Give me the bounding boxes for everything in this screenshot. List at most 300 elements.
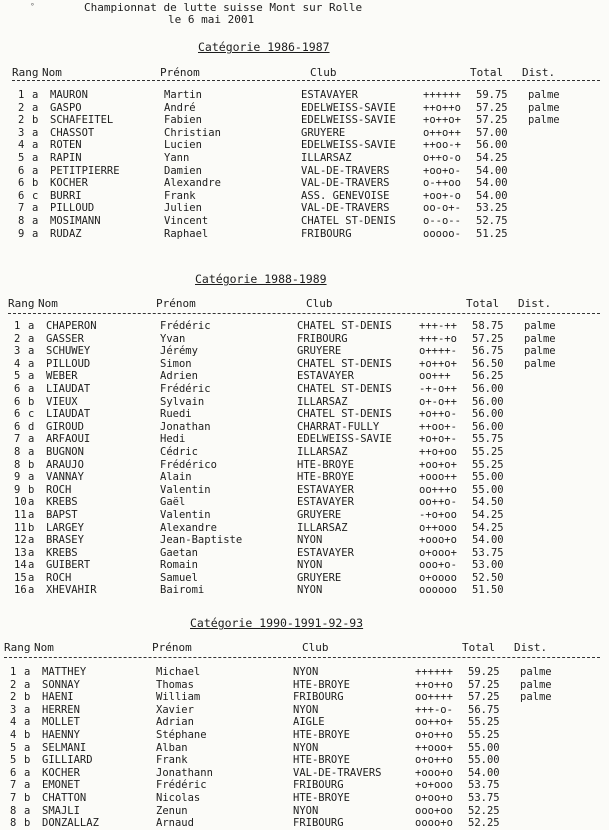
bout-results: oooooo	[419, 584, 457, 597]
total-score: 53.75	[472, 546, 504, 559]
rank-letter: b	[24, 691, 31, 704]
last-name: LARGEY	[46, 521, 84, 534]
total-score: 59.75	[476, 89, 508, 101]
rank-letter: a	[28, 571, 35, 584]
last-name: ARAUJO	[46, 458, 84, 471]
rank-number: 16	[14, 584, 27, 597]
total-score: 56.00	[472, 420, 504, 433]
rank-number: 3	[10, 703, 17, 716]
club-name: VAL-DE-TRAVERS	[301, 164, 390, 177]
last-name: MATTHEY	[42, 666, 87, 678]
bout-results: o+o++o	[415, 754, 453, 767]
rank-number: 6	[14, 420, 21, 433]
last-name: LIAUDAT	[46, 408, 91, 421]
club-name: GRUYERE	[297, 571, 342, 584]
bout-results: ++oo+-	[419, 420, 457, 433]
rank-number: 8	[18, 214, 25, 227]
rank-number: 12	[14, 534, 27, 547]
rank-letter: a	[28, 508, 35, 521]
rank-letter: c	[32, 189, 39, 202]
first-name: Frédéric	[156, 779, 207, 792]
total-score: 55.25	[472, 445, 504, 458]
first-name: Sylvain	[160, 395, 205, 408]
rank-letter: a	[28, 471, 35, 484]
bout-results: +ooo+o	[419, 534, 457, 547]
column-header-rang: Rang	[8, 297, 35, 310]
column-header-nom: Nom	[34, 641, 54, 654]
rank-number: 8	[14, 445, 21, 458]
bout-results: +++-++	[419, 320, 457, 332]
total-score: 56.75	[468, 703, 500, 716]
rank-number: 2	[18, 114, 25, 127]
rank-letter: a	[32, 101, 39, 114]
last-name: XHEVAHIR	[46, 584, 97, 597]
total-score: 55.25	[468, 716, 500, 729]
club-name: FRIBOURG	[293, 817, 344, 830]
club-name: ESTAVAYER	[297, 546, 354, 559]
distinction: palme	[520, 666, 552, 678]
rank-number: 6	[10, 766, 17, 779]
bout-results: ++++++	[423, 89, 461, 101]
club-name: ILLARSAZ	[297, 395, 348, 408]
rank-letter: a	[32, 139, 39, 152]
distinction: palme	[524, 357, 556, 370]
club-name: HTE-BROYE	[293, 791, 350, 804]
bout-results: +oo+o-	[423, 164, 461, 177]
rank-number: 11	[14, 508, 27, 521]
last-name: GASSER	[46, 332, 84, 345]
rank-letter: d	[28, 420, 35, 433]
column-header-rang: Rang	[4, 641, 31, 654]
bout-results: ++o+oo	[419, 445, 457, 458]
total-score: 52.25	[468, 817, 500, 830]
last-name: BAPST	[46, 508, 78, 521]
bout-results: ooo+o-	[419, 559, 457, 572]
last-name: ARFAOUI	[46, 433, 91, 446]
last-name: MAURON	[50, 89, 88, 101]
first-name: Simon	[160, 357, 192, 370]
distinction: palme	[520, 678, 552, 691]
bout-results: ++ooo+	[415, 741, 453, 754]
first-name: Valentin	[160, 483, 211, 496]
club-name: NYON	[297, 534, 323, 547]
rank-number: 6	[14, 408, 21, 421]
first-name: Adrian	[156, 716, 194, 729]
bout-results: o+oooo	[419, 571, 457, 584]
rank-number: 4	[18, 139, 25, 152]
bout-results: +o+ooo	[415, 779, 453, 792]
club-name: FRIBOURG	[301, 227, 352, 240]
column-header-nom: Nom	[38, 297, 58, 310]
club-name: ILLARSAZ	[297, 521, 348, 534]
distinction: palme	[528, 114, 560, 127]
first-name: Zenun	[156, 804, 188, 817]
rank-letter: a	[24, 779, 31, 792]
bout-results: +o++o+	[419, 357, 457, 370]
rank-number: 8	[14, 458, 21, 471]
last-name: SCHAFEITEL	[50, 114, 114, 127]
rank-letter: b	[28, 483, 35, 496]
total-score: 53.75	[468, 791, 500, 804]
club-name: FRIBOURG	[293, 779, 344, 792]
total-score: 53.25	[476, 202, 508, 215]
club-name: VAL-DE-TRAVERS	[293, 766, 382, 779]
rank-letter: a	[24, 766, 31, 779]
total-score: 59.25	[468, 666, 500, 678]
rank-letter: a	[24, 678, 31, 691]
bout-results: o++o-o	[423, 151, 461, 164]
rank-number: 2	[10, 691, 17, 704]
total-score: 56.50	[472, 357, 504, 370]
club-name: VAL-DE-TRAVERS	[301, 202, 390, 215]
club-name: CHATEL ST-DENIS	[297, 320, 392, 332]
last-name: RUDAZ	[50, 227, 82, 240]
total-score: 53.00	[472, 559, 504, 572]
first-name: Yann	[164, 151, 190, 164]
bout-results: ++o++o	[423, 101, 461, 114]
first-name: Vincent	[164, 214, 209, 227]
last-name: KREBS	[46, 496, 78, 509]
first-name: Jérémy	[160, 345, 198, 358]
last-name: GASPO	[50, 101, 82, 114]
bout-results: oo++++	[415, 691, 453, 704]
club-name: ESTAVAYER	[297, 496, 354, 509]
first-name: Romain	[160, 559, 198, 572]
bout-results: oo++o-	[419, 496, 457, 509]
first-name: Arnaud	[156, 817, 194, 830]
club-name: ESTAVAYER	[297, 370, 354, 383]
rank-number: 8	[10, 817, 17, 830]
first-name: Christian	[164, 126, 221, 139]
bout-results: o+o++o	[415, 728, 453, 741]
last-name: GILLIARD	[42, 754, 93, 767]
rank-letter: a	[28, 559, 35, 572]
stray-mark: °	[30, 2, 35, 11]
total-score: 54.25	[472, 508, 504, 521]
distinction: palme	[520, 691, 552, 704]
rank-number: 4	[10, 728, 17, 741]
club-name: HTE-BROYE	[297, 458, 354, 471]
rank-letter: a	[28, 496, 35, 509]
first-name: Jonathan	[160, 420, 211, 433]
distinction: palme	[524, 345, 556, 358]
rank-number: 6	[18, 177, 25, 190]
total-score: 52.75	[476, 214, 508, 227]
club-name: ILLARSAZ	[301, 151, 352, 164]
bout-results: oo++o+	[415, 716, 453, 729]
last-name: HAENI	[42, 691, 74, 704]
rank-letter: a	[28, 534, 35, 547]
dashed-separator	[12, 80, 600, 81]
rank-number: 13	[14, 546, 27, 559]
first-name: Julien	[164, 202, 202, 215]
first-name: William	[156, 691, 201, 704]
total-score: 57.25	[472, 332, 504, 345]
total-score: 56.00	[472, 395, 504, 408]
rank-number: 9	[14, 483, 21, 496]
distinction: palme	[528, 101, 560, 114]
category-title: Catégorie 1990-1991-92-93	[190, 616, 364, 630]
total-score: 54.00	[476, 177, 508, 190]
total-score: 54.00	[468, 766, 500, 779]
club-name: FRIBOURG	[293, 691, 344, 704]
column-header-club: Club	[302, 641, 329, 654]
club-name: EDELWEISS-SAVIE	[297, 433, 392, 446]
total-score: 55.25	[468, 728, 500, 741]
club-name: CHARRAT-FULLY	[297, 420, 380, 433]
club-name: CHATEL ST-DENIS	[297, 382, 392, 395]
club-name: CHATEL ST-DENIS	[301, 214, 396, 227]
total-score: 54.25	[476, 151, 508, 164]
last-name: WEBER	[46, 370, 78, 383]
first-name: Ruedi	[160, 408, 192, 421]
first-name: Gaetan	[160, 546, 198, 559]
club-name: NYON	[297, 559, 323, 572]
rank-letter: b	[32, 114, 39, 127]
dashed-separator	[4, 657, 600, 658]
total-score: 55.00	[468, 754, 500, 767]
last-name: HAENNY	[42, 728, 80, 741]
total-score: 54.00	[476, 189, 508, 202]
column-header-total: Total	[462, 641, 496, 654]
bout-results: o--o--	[423, 214, 461, 227]
last-name: BURRI	[50, 189, 82, 202]
first-name: Valentin	[160, 508, 211, 521]
total-score: 56.00	[476, 139, 508, 152]
club-name: GRUYERE	[297, 345, 342, 358]
rank-letter: a	[28, 370, 35, 383]
total-score: 54.00	[472, 534, 504, 547]
rank-letter: a	[32, 214, 39, 227]
club-name: NYON	[293, 741, 319, 754]
bout-results: +++-+o	[419, 332, 457, 345]
club-name: GRUYERE	[297, 508, 342, 521]
bout-results: o++ooo	[419, 521, 457, 534]
rank-number: 5	[18, 151, 25, 164]
last-name: DONZALLAZ	[42, 817, 99, 830]
rank-number: 1	[18, 89, 25, 101]
last-name: CHASSOT	[50, 126, 95, 139]
last-name: PILLOUD	[46, 357, 91, 370]
column-header-dist: Dist.	[518, 297, 552, 310]
bout-results: o+-o++	[419, 395, 457, 408]
last-name: KOCHER	[50, 177, 88, 190]
rank-letter: a	[28, 433, 35, 446]
total-score: 52.25	[468, 804, 500, 817]
rank-number: 6	[18, 189, 25, 202]
rank-letter: a	[28, 546, 35, 559]
total-score: 56.75	[472, 345, 504, 358]
first-name: Frédéric	[160, 382, 211, 395]
last-name: BUGNON	[46, 445, 84, 458]
last-name: LIAUDAT	[46, 382, 91, 395]
bout-results: +o++o-	[419, 408, 457, 421]
last-name: ROCH	[46, 571, 72, 584]
last-name: CHATTON	[42, 791, 87, 804]
bout-results: oo+++o	[419, 483, 457, 496]
rank-letter: a	[28, 584, 35, 597]
last-name: RAPIN	[50, 151, 82, 164]
first-name: Jonathann	[156, 766, 213, 779]
rank-number: 6	[14, 382, 21, 395]
bout-results: oo-o+-	[423, 202, 461, 215]
column-header-rang: Rang	[12, 66, 39, 79]
rank-letter: a	[32, 227, 39, 240]
last-name: MOLLET	[42, 716, 80, 729]
column-header-nom: Nom	[42, 66, 62, 79]
total-score: 55.00	[472, 483, 504, 496]
rank-letter: a	[28, 320, 35, 332]
rank-number: 9	[14, 471, 21, 484]
bout-results: o++o++	[423, 126, 461, 139]
category-title: Catégorie 1986-1987	[198, 40, 330, 54]
first-name: Damien	[164, 164, 202, 177]
bout-results: -+-o++	[419, 382, 457, 395]
column-header-club: Club	[310, 66, 337, 79]
bout-results: ++++++	[415, 666, 453, 678]
rank-number: 1	[14, 320, 21, 332]
first-name: Jean-Baptiste	[160, 534, 243, 547]
rank-number: 5	[10, 754, 17, 767]
first-name: Alexandre	[160, 521, 217, 534]
rank-letter: b	[24, 791, 31, 804]
rank-number: 15	[14, 571, 27, 584]
club-name: ILLARSAZ	[297, 445, 348, 458]
total-score: 57.25	[476, 101, 508, 114]
total-score: 54.25	[472, 521, 504, 534]
bout-results: o-++oo	[423, 177, 461, 190]
rank-number: 2	[10, 678, 17, 691]
column-header-total: Total	[470, 66, 504, 79]
club-name: NYON	[293, 666, 319, 678]
first-name: Lucien	[164, 139, 202, 152]
rank-letter: a	[24, 666, 31, 678]
club-name: AIGLE	[293, 716, 325, 729]
total-score: 55.75	[472, 433, 504, 446]
last-name: KREBS	[46, 546, 78, 559]
last-name: SMAJLI	[42, 804, 80, 817]
rank-letter: a	[28, 382, 35, 395]
club-name: EDELWEISS-SAVIE	[301, 139, 396, 152]
total-score: 54.00	[476, 164, 508, 177]
rank-number: 9	[18, 227, 25, 240]
rank-number: 6	[18, 164, 25, 177]
bout-results: ooooo-	[423, 227, 461, 240]
first-name: Xavier	[156, 703, 194, 716]
club-name: HTE-BROYE	[297, 471, 354, 484]
column-header-dist: Dist.	[514, 641, 548, 654]
distinction: palme	[524, 320, 556, 332]
bout-results: ++o++o	[415, 678, 453, 691]
rank-number: 4	[10, 716, 17, 729]
rank-letter: a	[32, 164, 39, 177]
rank-number: 7	[10, 779, 17, 792]
rank-number: 11	[14, 521, 27, 534]
rank-letter: a	[24, 716, 31, 729]
first-name: Yvan	[160, 332, 186, 345]
rank-number: 3	[18, 126, 25, 139]
rank-number: 2	[14, 332, 21, 345]
bout-results: oo+++	[419, 370, 451, 383]
total-score: 55.00	[472, 471, 504, 484]
club-name: ESTAVAYER	[301, 89, 358, 101]
total-score: 57.00	[476, 126, 508, 139]
bout-results: oooo+o	[415, 817, 453, 830]
total-score: 56.00	[472, 408, 504, 421]
bout-results: o+oo+o	[415, 791, 453, 804]
rank-letter: b	[28, 395, 35, 408]
rank-number: 5	[14, 370, 21, 383]
total-score: 51.25	[476, 227, 508, 240]
club-name: CHATEL ST-DENIS	[297, 408, 392, 421]
first-name: Gaël	[160, 496, 186, 509]
total-score: 56.00	[472, 382, 504, 395]
total-score: 55.25	[472, 458, 504, 471]
column-header-total: Total	[466, 297, 500, 310]
club-name: NYON	[293, 703, 319, 716]
rank-number: 3	[14, 345, 21, 358]
first-name: André	[164, 101, 196, 114]
last-name: SELMANI	[42, 741, 87, 754]
bout-results: +o+o+-	[419, 433, 457, 446]
header-title: Championnat de lutte suisse Mont sur Rolle	[84, 1, 363, 14]
club-name: CHATEL ST-DENIS	[297, 357, 392, 370]
first-name: Michael	[156, 666, 201, 678]
rank-letter: a	[28, 332, 35, 345]
rank-letter: a	[28, 445, 35, 458]
rank-number: 2	[18, 101, 25, 114]
club-name: EDELWEISS-SAVIE	[301, 114, 396, 127]
bout-results: +ooo+o	[415, 766, 453, 779]
rank-number: 14	[14, 559, 27, 572]
rank-number: 10	[14, 496, 27, 509]
club-name: FRIBOURG	[297, 332, 348, 345]
last-name: ROCH	[46, 483, 72, 496]
first-name: Frédérico	[160, 458, 217, 471]
last-name: EMONET	[42, 779, 80, 792]
column-header-club: Club	[306, 297, 333, 310]
dashed-separator	[8, 313, 600, 314]
column-header-prenom: Prénom	[160, 66, 200, 79]
first-name: Alban	[156, 741, 188, 754]
total-score: 55.00	[468, 741, 500, 754]
rank-letter: a	[32, 151, 39, 164]
last-name: MOSIMANN	[50, 214, 101, 227]
club-name: VAL-DE-TRAVERS	[301, 177, 390, 190]
rank-letter: c	[28, 408, 35, 421]
rank-number: 7	[10, 791, 17, 804]
last-name: HERREN	[42, 703, 80, 716]
first-name: Stéphane	[156, 728, 207, 741]
header-date: le 6 mai 2001	[168, 13, 255, 26]
bout-results: +oo+-o	[423, 189, 461, 202]
rank-letter: b	[24, 754, 31, 767]
rank-letter: a	[32, 89, 39, 101]
total-score: 57.25	[468, 678, 500, 691]
bout-results: +ooo++	[419, 471, 457, 484]
rank-letter: a	[28, 357, 35, 370]
bout-results: ooo+oo	[415, 804, 453, 817]
rank-letter: a	[24, 741, 31, 754]
first-name: Alexandre	[164, 177, 221, 190]
club-name: EDELWEISS-SAVIE	[301, 101, 396, 114]
total-score: 57.25	[468, 691, 500, 704]
last-name: GIROUD	[46, 420, 84, 433]
bout-results: -+o+oo	[419, 508, 457, 521]
rank-letter: b	[28, 458, 35, 471]
rank-number: 7	[18, 202, 25, 215]
total-score: 54.50	[472, 496, 504, 509]
